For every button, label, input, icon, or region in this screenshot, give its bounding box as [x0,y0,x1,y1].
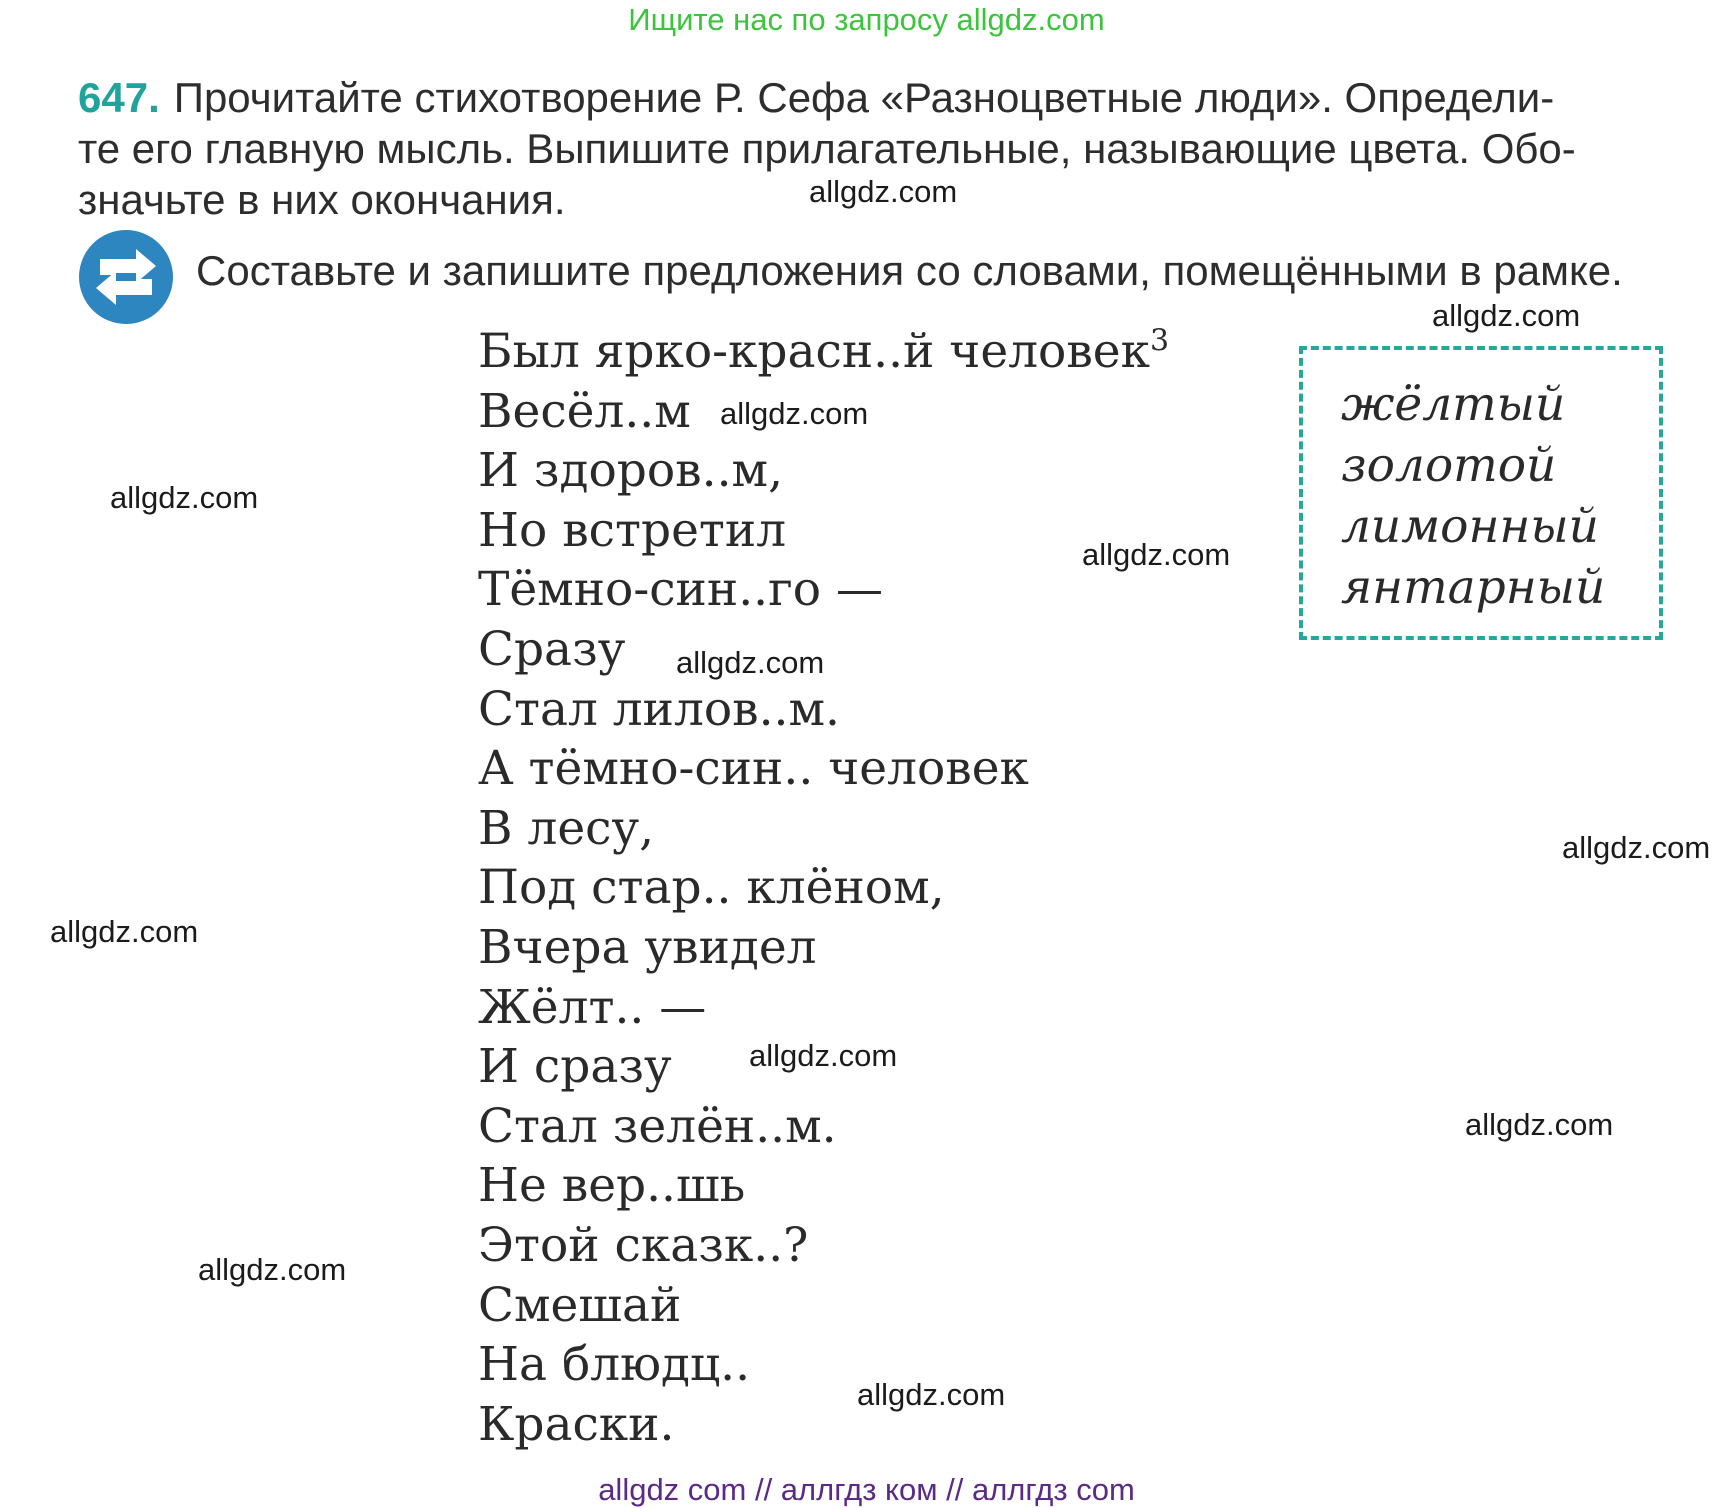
poem-line: Стал лилов..м. [478,681,840,737]
poem-first-line: Был ярко-красн..й человек [478,324,1150,379]
watermark: allgdz.com [749,1038,898,1073]
poem-line: Этой сказк..? [478,1217,809,1273]
poem-line: В лесу, [478,800,655,856]
task-line-3: значьте в них окончания. [78,176,566,223]
watermark: allgdz.com [1082,537,1231,572]
poem-line: Стал зелён..м. [478,1098,837,1154]
word-box [1299,346,1663,640]
poem [478,322,1169,1454]
exchange-arrows-icon [78,229,174,325]
box-word: золотой [1341,438,1557,493]
watermark: allgdz.com [198,1252,347,1287]
poem-line: И сразу [478,1039,672,1095]
box-word: янтарный [1341,560,1606,615]
watermark: allgdz.com [720,396,869,431]
task-line-1 [78,72,1668,123]
poem-line: Вчера увидел [478,919,817,975]
box-word: жёлтый [1341,377,1566,432]
poem-line: Но встретил [478,502,787,558]
box-word: лимонный [1341,499,1599,554]
watermark: allgdz.com [676,645,825,680]
poem-line: Сразу [478,621,626,677]
top-banner: Ищите нас по запросу allgdz.com [628,2,1105,37]
poem-line: Весёл..м [478,383,691,439]
poem-line: Краски. [478,1396,675,1452]
bottom-banner: allgdz com // аллгдз ком // аллгдз com [598,1472,1135,1507]
subtask-text: Составьте и запишите предложения со словами, помещёнными в рамке. [196,247,1623,294]
poem-line: А тёмно-син.. человек [478,741,1029,797]
task-number: 647. [78,74,160,121]
watermark: allgdz.com [1465,1107,1614,1142]
poem-line: Смешай [478,1277,682,1333]
watermark: allgdz.com [110,480,259,515]
watermark: allgdz.com [50,914,199,949]
poem-line: Жёлт.. — [478,979,707,1035]
poem-line: Тёмно-син..го — [478,562,883,618]
watermark: allgdz.com [857,1377,1006,1412]
poem-line: Под стар.. клёном, [478,860,945,916]
watermark: allgdz.com [1562,830,1711,865]
task-line-1-text: Прочитайте стихотворение Р. Сефа «Разноцветные люди». Определи- [173,74,1555,121]
watermark: allgdz.com [809,174,958,209]
task-line-2: те его главную мысль. Выпишите прилагательные, называющие цвета. Обо- [78,125,1576,172]
poem-line: На блюдц.. [478,1337,751,1393]
poem-line: И здоров..м, [478,443,784,499]
poem-line: Не вер..шь [478,1158,746,1214]
footnote-mark: 3 [1150,323,1170,359]
watermark: allgdz.com [1432,298,1581,333]
poem-line [478,322,1169,382]
